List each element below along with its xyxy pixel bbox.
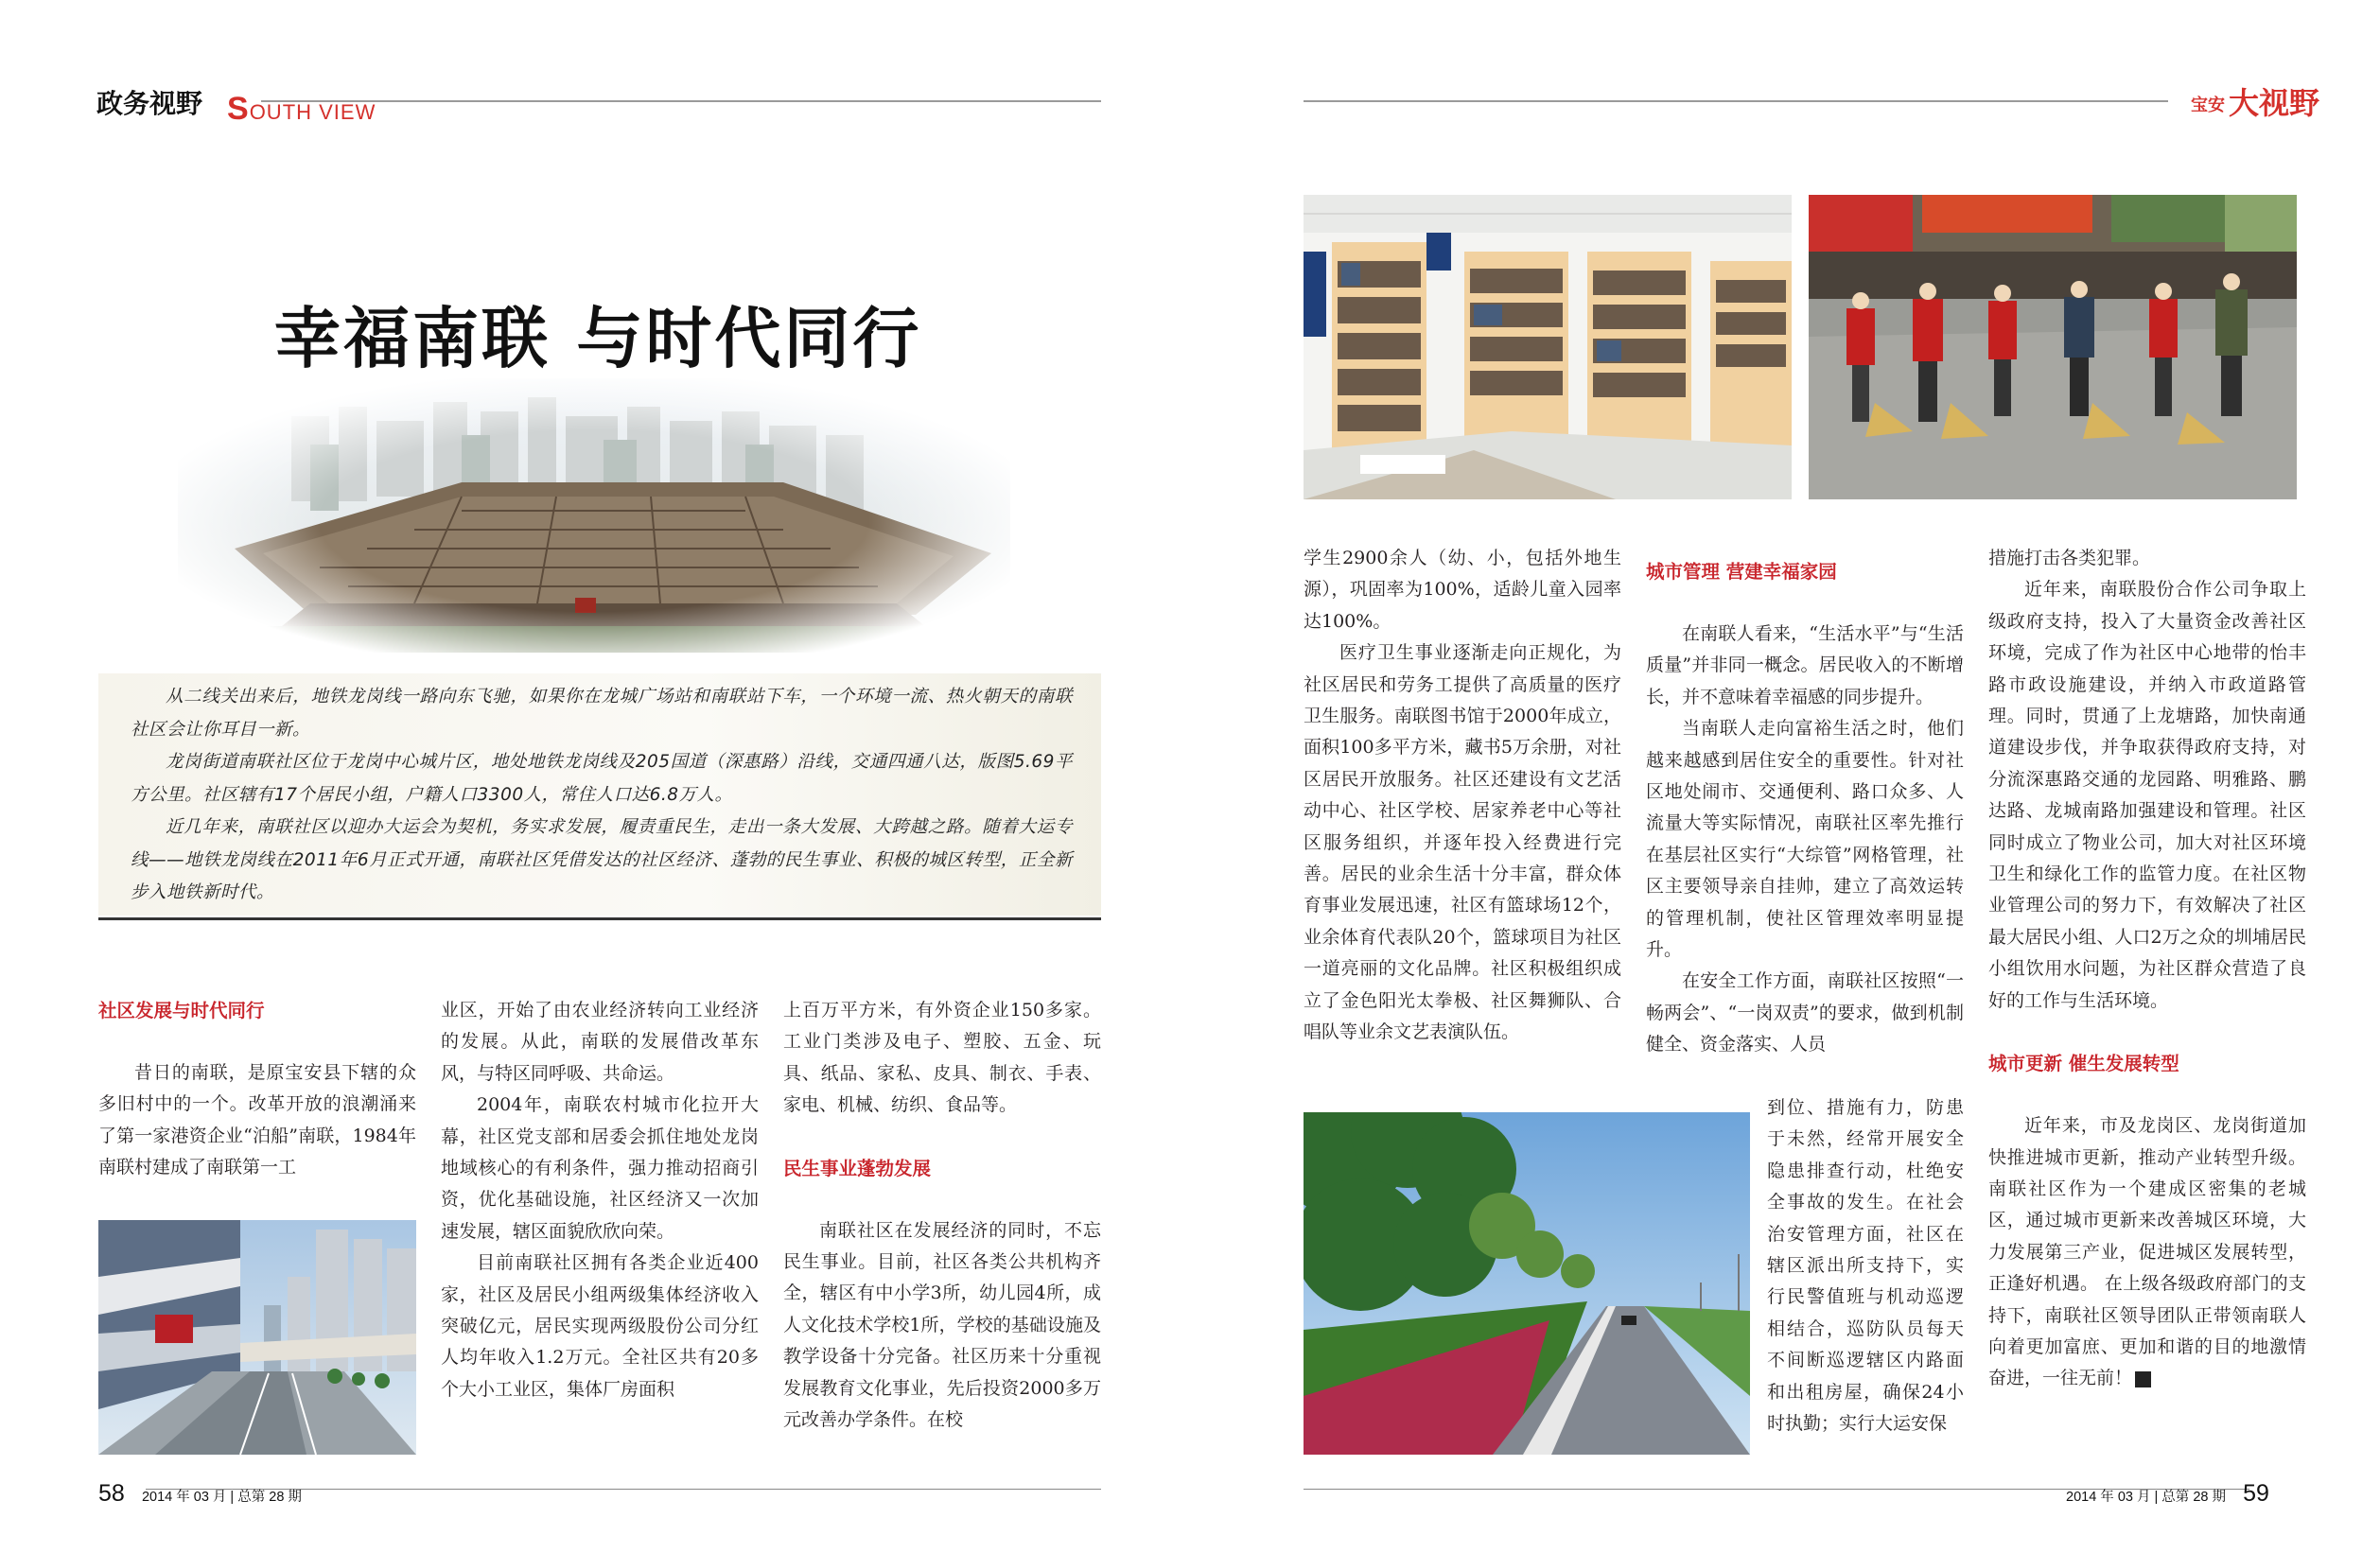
body-paragraph: 近年来，市及龙岗区、龙岗街道加快推进城市更新，推动产业转型升级。南联社区作为一个建成区密集的老城区，通过城市更新来改善城区环境，大力发展第三产业，促进城区发展转型，正逢好机遇。 在上级各级政府部门的支持下，南联社区领导团队正带领南联人向着更加富庶、更加和谐的目的地激情奋进，一往无前！ V (1988, 1115, 2306, 1389)
body-paragraph: 目前南联社区拥有各类企业近400家，社区及居民小组两级集体经济收入突破亿元，居民实现两级股份公司分红人均年收入1.2万元。全社区共有20多个大小工业区，集体厂房面积 (441, 1252, 759, 1400)
left-column-2 (441, 995, 759, 1405)
library-photo (1304, 195, 1792, 499)
folio-left (98, 1480, 302, 1508)
body-paragraph: 南联社区在发展经济的同时，不忘民生事业。目前，社区各类公共机构齐全，辖区有中小学3所，幼儿园4所，成人文化技术学校1所，学校的基础设施及教学设备十分完备。社区历来十分重视发展教育文化事业，先后投资2000多万元改善办学条件。在校 (783, 1219, 1101, 1431)
right-column-1 (1304, 543, 1621, 1049)
left-column-1 (98, 995, 416, 1184)
street-cleaning-photo (1809, 195, 2297, 499)
body-paragraph: 当南联人走向富裕生活之时，他们越来越感到居住安全的重要性。针对社区地处闹市、交通便利、路口众多、人流量大等实际情况，南联社区率先推行在基层社区实行“大综管”网格管理，社区主要领导亲自挂帅，建立了高效运转的管理机制，使社区管理效率明显提升。 (1646, 718, 1964, 961)
body-paragraph: 到位、措施有力，防患于未然，经常开展安全隐患排查行动，杜绝安全事故的发生。在社会治安管理方面，社区在辖区派出所支持下，实行民警值班与机动巡逻相结合，巡防队员每天不间断巡逻辖区内路面和出租房屋，确保24小时执勤；实行大运安保 (1767, 1097, 1964, 1435)
page-number: 58 (98, 1480, 125, 1507)
body-paragraph: 学生2900余人（幼、小，包括外地生源），巩固率为100%，适龄儿童入园率达100%。 (1304, 548, 1621, 632)
magazine-brand: 宝安 大视野 (2191, 85, 2320, 121)
section-label-english: SOUTH VIEW (227, 91, 376, 127)
article-title: 幸福南联 与时代同行 (274, 300, 922, 377)
running-head-left (91, 79, 1101, 127)
header-rule-left (261, 100, 1101, 102)
page-number: 59 (2243, 1480, 2269, 1507)
right-column-2-lower (1767, 1092, 1964, 1440)
right-column-2 (1646, 556, 1964, 1061)
body-paragraph: 上百万平方米，有外资企业150多家。工业门类涉及电子、塑胶、五金、玩具、纸品、家私、皮具、制衣、手表、家电、机械、纺织、食品等。 (783, 1000, 1101, 1116)
body-paragraph: 近年来，南联股份合作公司争取上级政府支持，投入了大量资金改善社区环境，完成了作为社区中心地带的怡丰路市政设施建设，并纳入市政道路管理。同时，贯通了上龙塘路，加快南通道建设步伐，并争取获得政府支持，对分流深惠路交通的龙园路、明雅路、鹏达路、龙城南路加强建设和管理。社区同时成立了物业公司，加大对社区环境卫生和绿化工作的监管力度。在社区物业管理公司的努力下，有效解决了社区最大居民小组、人口2万之众的圳埔居民小组饮用水问题，为社区群众营造了良好的工作与生活环境。 (1988, 579, 2306, 1011)
aerial-village-photo (178, 378, 1010, 653)
folio-right (2066, 1480, 2269, 1508)
tree-lined-road-photo (1304, 1112, 1750, 1455)
body-paragraph: 在安全工作方面，南联社区按照“一畅两会”、“一岗双责”的要求，做到机制健全、资金落实、人员 (1646, 970, 1964, 1056)
end-mark-icon: V (2135, 1371, 2151, 1387)
metro-station-photo (98, 1220, 416, 1455)
issue-info: 2014 年 03 月 | 总第 28 期 (2066, 1490, 2226, 1505)
body-paragraph: 业区，开始了由农业经济转向工业经济的发展。从此，南联的发展借改革东风，与特区同呼吸、共命运。 (441, 1000, 759, 1084)
intro-paragraph: 龙岗街道南联社区位于龙岗中心城片区，地处地铁龙岗线及205国道（深惠路）沿线，交通四通八达，版图5.69平方公里。社区辖有17个居民小组，户籍人口3300人，常住人口达6.8万人。 (131, 752, 1073, 805)
body-paragraph: 医疗卫生事业逐渐走向正规化，为社区居民和劳务工提供了高质量的医疗卫生服务。南联图书馆于2000年成立，面积100多平方米，藏书5万余册，对社区居民开放服务。社区还建设有文艺活动中心、社区学校、居家养老中心等社区服务组织，并逐年投入经费进行完善。居民的业余生活十分丰富，群众体育事业发展迅速，社区有篮球场12个，业余体育代表队20个，篮球项目为社区一道亮丽的文化品牌。社区积极组织成立了金色阳光太拳极、社区舞狮队、合唱队等业余文艺表演队伍。 (1304, 642, 1621, 1043)
intro-box (98, 673, 1101, 916)
left-column-3 (783, 995, 1101, 1436)
intro-bottom-rule (98, 917, 1101, 920)
body-paragraph: 在南联人看来，“生活水平”与“生活质量”并非同一概念。居民收入的不断增长，并不意味着幸福感的同步提升。 (1646, 623, 1964, 707)
intro-paragraph: 从二线关出来后，地铁龙岗线一路向东飞驰，如果你在龙城广场站和南联站下车，一个环境一流、热火朝天的南联社区会让你耳目一新。 (131, 687, 1073, 740)
body-paragraph: 2004年，南联农村城市化拉开大幕，社区党支部和居委会抓住地处龙岗地域核心的有利条件，强力推动招商引资，优化基础设施，社区经济又一次加速发展，辖区面貌欣欣向荣。 (441, 1094, 759, 1242)
section-heading: 民生事业蓬勃发展 (783, 1157, 932, 1179)
intro-paragraph: 近几年来，南联社区以迎办大运会为契机，务实求发展，履责重民生，走出一条大发展、大跨越之路。随着大运专线——地铁龙岗线在2011年6月正式开通，南联社区凭借发达的社区经济、蓬勃的民生事业、积极的城区转型，正全新步入地铁新时代。 (131, 817, 1073, 902)
section-heading: 社区发展与时代同行 (98, 1000, 265, 1021)
section-heading: 城市管理 营建幸福家园 (1646, 561, 1837, 583)
right-column-3 (1988, 543, 2306, 1395)
section-heading: 城市更新 催生发展转型 (1988, 1053, 2179, 1075)
header-rule-right (1304, 100, 2168, 102)
body-paragraph: 措施打击各类犯罪。 (1988, 548, 2151, 568)
issue-info: 2014 年 03 月 | 总第 28 期 (141, 1490, 302, 1505)
section-label: 政务视野 (96, 88, 203, 119)
body-paragraph: 昔日的南联，是原宝安县下辖的众多旧村中的一个。改革开放的浪潮涌来了第一家港资企业“泊船”南联，1984年南联村建成了南联第一工 (98, 1062, 416, 1178)
